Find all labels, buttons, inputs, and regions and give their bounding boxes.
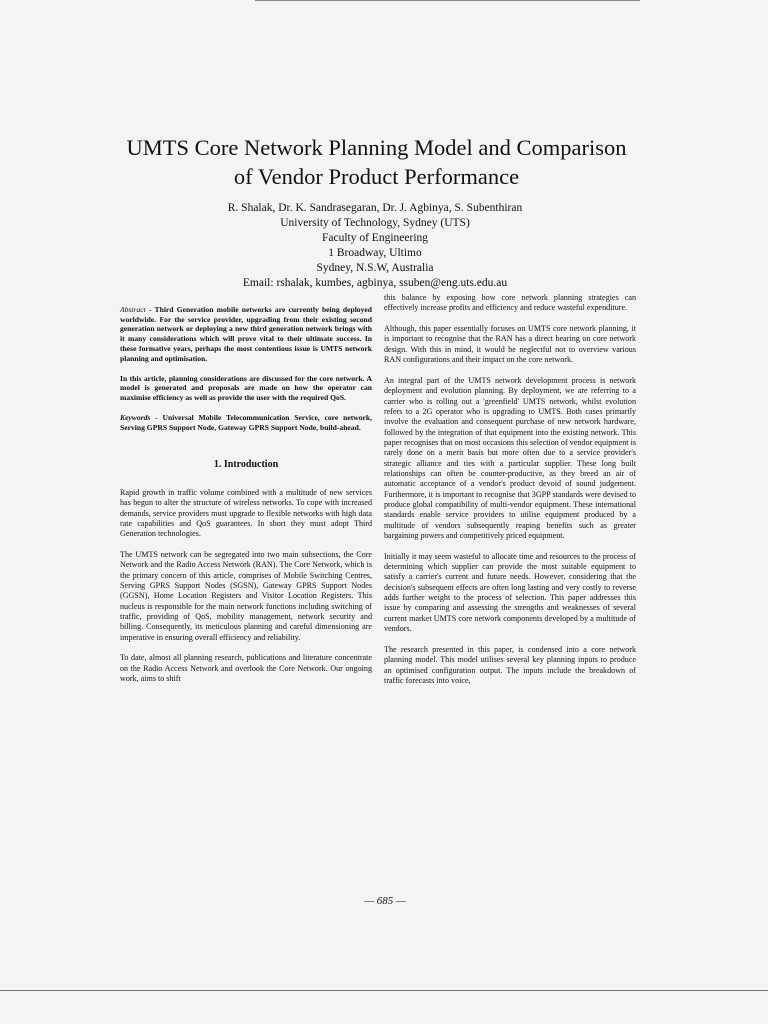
body-paragraph: The UMTS network can be segregated into two main subsections, the Core Network and the Radio Access Network (RAN). The Core Network, which is the primary concern of this article, comprises of Mobile Switching Centres, Serving GPRS Support Nodes (SGSN), Gateway GPRS Support Nodes (GGSN), Home Location Registers and Visitor Location Registers. This nucleus is responsible for the main network functions including switching of traffic, providing of QoS, mobility management, network security and billing. Consequently, its meticulous planning and careful dimensioning are imperative in ensuring overall efficiency and reliability. [120, 549, 372, 642]
body-paragraph: To date, almost all planning research, publications and literature concentrate on the Radio Access Network and overlook the Core Network. Our ongoing work, aims to shift [120, 653, 372, 684]
bottom-rule [0, 990, 768, 991]
body-paragraph: An integral part of the UMTS network development process is network deployment and evolution planning. By deployment, we are referring to a carrier who is rolling out a 'greenfield' UMTS network, whilst evolution refers to a 2G operator who is upgrading to UMTS. Both cases primarily involve the evaluation and consequent purchase of new network hardware, followed by the integration of that equipment into the existing network. This paper recognises that on most occasions this selection of vendor equipment is rarely done on a merit basis but more often due to a service provider's strategic alliance and ties with a particular supplier. These long built relationships can often be counter-productive, as they breed an air of automatic acceptance of a vendor's product devoid of sound judgement. Furthermore, it is important to recognise that 3GPP standards were devised to produce global compatibility of multi-vendor equipment. These international standards enable service providers to utilise equipment produced by a multitude of vendors subsequently reaping benefits such as greater bargaining powers and competitively priced equipment. [384, 375, 636, 540]
paper-title: UMTS Core Network Planning Model and Comparison of Vendor Product Performance [126, 135, 627, 189]
body-paragraph: The research presented in this paper, is condensed into a core network planning model. This model utilises several key planning inputs to produce an optimised configuration output. The inputs include the breakdown of traffic forecasts into voice, [384, 644, 636, 685]
keywords-paragraph [120, 413, 372, 432]
affiliation-faculty: Faculty of Engineering [321, 231, 429, 244]
abstract-text: - Third Generation mobile networks are currently being deployed worldwide. For the service provider, upgrading from their existing second generation network or deploying a new third generation network brings with it many considerations which will prove vital to their ultimate success. In these formative years, perhaps the most contentious issue is UMTS network planning and optimisation. [120, 305, 372, 363]
author-names: R. Shalak, Dr. K. Sandrasegaran, Dr. J. Agbinya, S. Subenthiran [227, 202, 523, 214]
abstract-label: Abstract [120, 305, 146, 314]
affiliation-university: University of Technology, Sydney (UTS) [280, 216, 470, 229]
page-number: — 685 — [364, 895, 406, 907]
left-column [120, 305, 372, 695]
keywords-label: Keywords [120, 413, 151, 423]
body-paragraph: Initially it may seem wasteful to allocate time and resources to the process of determining which supplier can provide the most suitable equipment to satisfy a carrier's current and future needs. However, considering that the decision's subsequent effects are often long lasting and very costly to reverse adds further weight to the process of selection. This paper addresses this issue by comparing and assessing the strengths and weaknesses of several current market UMTS core network components developed by a multitude of vendors. [384, 551, 636, 634]
right-column [384, 293, 636, 697]
author-email: Email: rshalak, kumbes, agbinya, ssuben@eng.uts.edu.au [242, 276, 508, 289]
address-city: Sydney, N.S.W, Australia [316, 261, 434, 274]
abstract-paragraph-2: In this article, planning considerations are discussed for the core network. A model is generated and proposals are made on how the operator can maximise efficiency as well as provide the user with the required QoS. [120, 373, 372, 403]
section-heading-introduction: 1. Introduction [213, 458, 279, 470]
keywords-text: - Universal Mobile Telecommunication Service, core network, Serving GPRS Support Node, Gateway GPRS Support Node, build-ahead. [120, 413, 372, 432]
body-paragraph: Although, this paper essentially focuses on UMTS core network planning, it is important to recognise that the RAN has a direct bearing on core network design. With this in mind, it would be neglectful not to overview various RAN configurations and their impact on the core network. [384, 324, 636, 365]
abstract-paragraph [120, 305, 372, 363]
body-paragraph: this balance by exposing how core network planning strategies can effectively increase profits and efficiency and reduce wasteful expenditure. [384, 293, 636, 313]
top-rule [255, 0, 640, 1]
author-block [150, 201, 600, 290]
body-paragraph: Rapid growth in traffic volume combined with a multitude of new services has begun to alter the structure of wireless networks. To cope with increased demands, service providers must upgrade to flexible networks with high data rate capabilities and QoS guarantees. In short they must adopt Third Generation technologies. [120, 487, 372, 539]
address-street: 1 Broadway, Ultimo [328, 246, 422, 259]
